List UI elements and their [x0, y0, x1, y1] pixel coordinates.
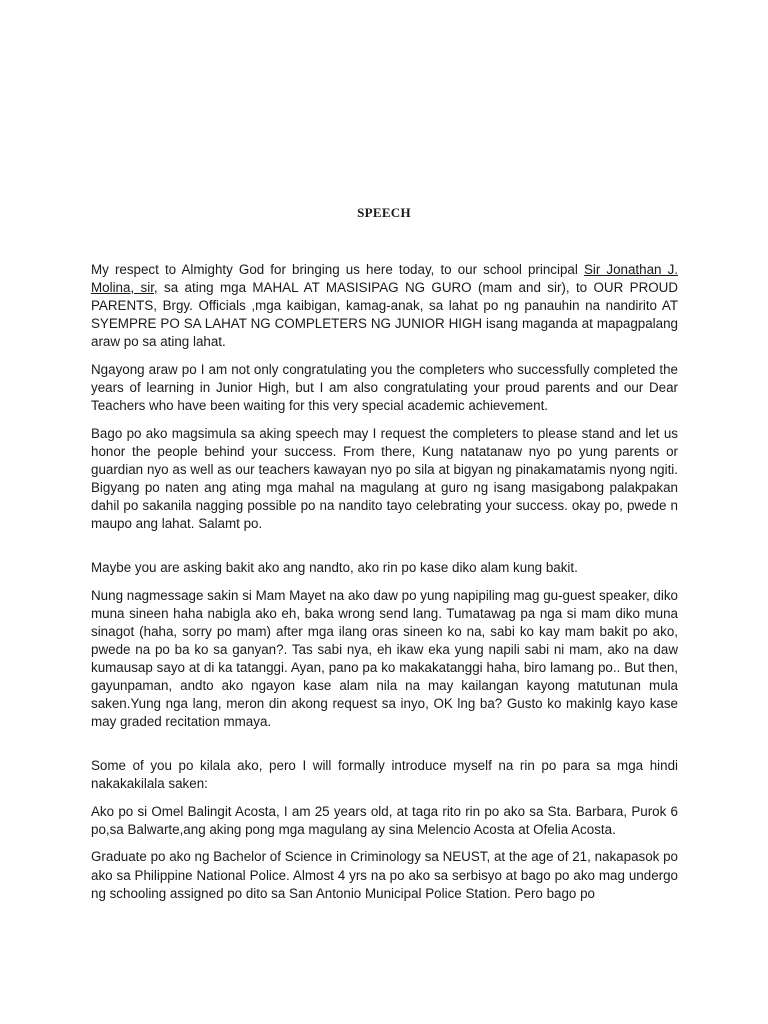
paragraph-why-me: Maybe you are asking bakit ako ang nandto, ako rin po kase diko alam kung bakit. [91, 560, 578, 576]
principal-name: Sir Jonathan J. Molina, sir, [91, 262, 679, 296]
greeting-text-end: sa ating mga MAHAL AT MASISIPAG NG GURO (mam and sir), to OUR PROUD PARENTS, Brgy. Officials ,mga kaibigan, kamag-anak, sa lahat po ng panauhin na nandirito AT SYEMPRE PO SA LAHAT NG COMPLETERS NG JUNIOR HIGH isang maganda at mapagpalang araw po sa ating lahat. [91, 280, 678, 350]
paragraph-education-career: Graduate po ako ng Bachelor of Science in Criminology sa NEUST, at the age of 21, nakapasok po ako sa Philippine National Police. Almost 4 yrs na po ako sa serbisyo at bago po ako mag undergo ng schooling assigned po dito sa San Antonio Municipal Police Station. Pero bago po [91, 849, 678, 901]
document-body [91, 261, 678, 912]
paragraph-personal-info: Ako po si Omel Balingit Acosta, I am 25 years old, at taga rito rin po ako sa Sta. Barbara, Purok 6 po,sa Balwarte,ang aking pong mga magulang ay sina Melencio Acosta at Ofelia Acosta. [91, 803, 678, 837]
paragraph-honor-request: Bago po ako magsimula sa aking speech may I request the completers to please stand and let us honor the people behind your success. From there, Kung natatanaw nyo po yung parents or guardian nyo as well as our teachers kawayan nyo po sila at bigyan ng pinakamatamis nyong ngiti. Bigyang po naten ang ating mga mahal na magulang at guro ng isang masigabong palakpakan dahil po sakanila nagging possible po na nandito tayo celebrating your success. okay po, pwede n maupo ang lahat. Salamt po. [91, 425, 678, 531]
paragraph-invitation-story: Nung nagmessage sakin si Mam Mayet na ako daw po yung napipiling mag gu-guest speaker, diko muna sineen haha nabigla ako eh, baka wrong send lang. Tumatawag pa nga si mam diko muna sinagot (haha, sorry po mam) after mga ilang oras sineen ko na, sabi ko kay mam bakit po ako, pwede na po ba ko sa ganyan?. Tas sabi nya, eh ikaw eka yung napili sabi ni mam, ako na daw kumausap sayo at di ka tatanggi. Ayan, pano pa ko makakatanggi haha, biro lamang po.. But then, gayunpaman, andto ako ngayon kase alam nila na may kailangan kayong matutunan mula saken.Yung nga lang, meron din akong request sa inyo, OK lng ba? Gusto ko makinlg kayo kase may graded recitation mmaya. [91, 587, 678, 730]
paragraph-congratulations: Ngayong araw po I am not only congratulating you the completers who successfully completed the years of learning in Junior High, but I am also congratulating your proud parents and our Dear Teachers who have been waiting for this very special academic achievement. [91, 361, 678, 414]
paragraph-greeting [91, 261, 678, 351]
greeting-text-start: My respect to Almighty God for bringing us here today, to our school principal [91, 262, 584, 277]
paragraph-introduction: Some of you po kilala ako, pero I will formally introduce myself na rin po para sa mga hindi nakakakilala saken: [91, 758, 678, 792]
document-title: SPEECH [357, 205, 411, 220]
